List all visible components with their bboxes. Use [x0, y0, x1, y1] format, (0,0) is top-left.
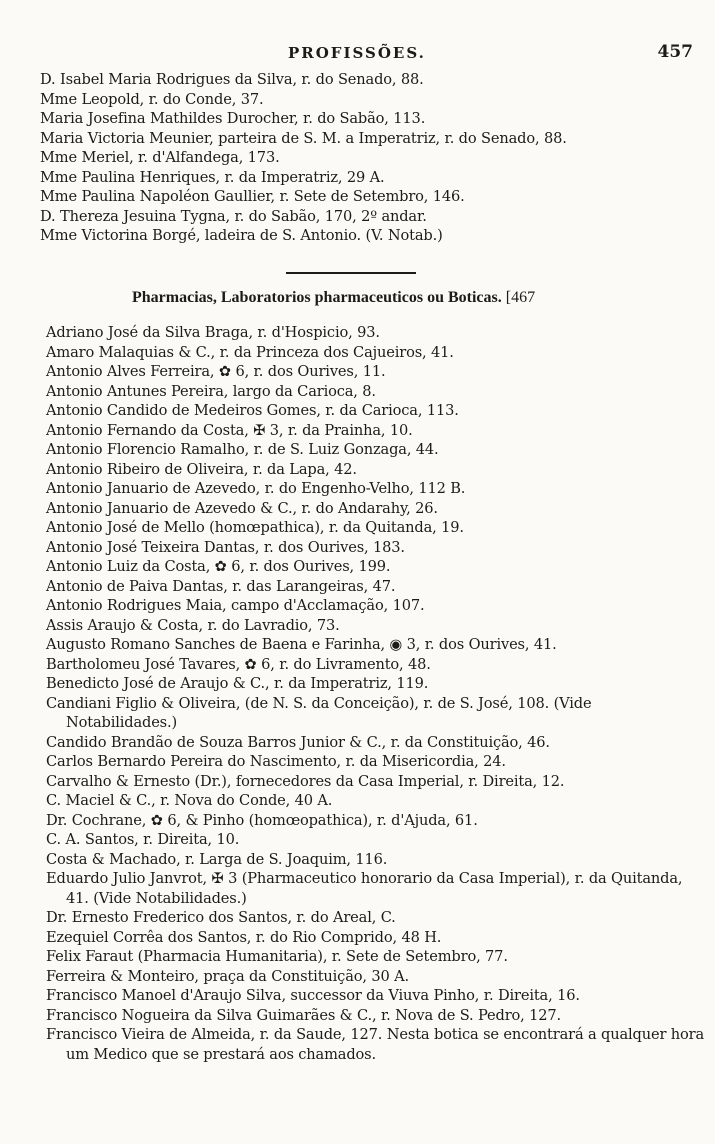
list-item: Mme Victorina Borgé, ladeira de S. Antonio. (V. Notab.)	[40, 227, 443, 244]
list-item: Maria Victoria Meunier, parteira de S. M. a Imperatriz, r. do Senado, 88.	[40, 129, 567, 147]
list-item: Antonio Luiz da Costa, ✿ 6, r. dos Ourives, 199.	[46, 558, 391, 575]
list-item: Amaro Malaquias & C., r. da Princeza dos Cajueiros, 41.	[46, 343, 454, 361]
list-item: Antonio Florencio Ramalho, r. de S. Luiz Gonzaga, 44.	[46, 441, 439, 458]
list-item: Carlos Bernardo Pereira do Nascimento, r. da Misericordia, 24.	[46, 753, 506, 770]
list-item: Antonio José de Mello (homœpathica), r. da Quitanda, 19.	[46, 519, 464, 536]
section-heading	[132, 289, 535, 307]
section-heading-text: Pharmacias, Laboratorios pharmaceuticos ou Boticas.	[132, 289, 502, 306]
list-item: Dr. Cochrane, ✿ 6, & Pinho (homœopathica), r. d'Ajuda, 61.	[46, 811, 478, 829]
list-item: D. Isabel Maria Rodrigues da Silva, r. do Senado, 88.	[40, 71, 424, 88]
list-item: Antonio Fernando da Costa, ✠ 3, r. da Prainha, 10.	[46, 421, 413, 439]
list-item: Carvalho & Ernesto (Dr.), fornecedores da Casa Imperial, r. Direita, 12.	[46, 772, 565, 790]
list-item: Francisco Vieira de Almeida, r. da Saude, 127. Nesta botica se encontrará a qualquer hora um Medico que se prestará aos chamados.	[46, 1026, 705, 1063]
list-item: Mme Paulina Napoléon Gaullier, r. Sete de Setembro, 146.	[40, 188, 465, 205]
list-item: Assis Araujo & Costa, r. do Lavradio, 73.	[46, 616, 340, 634]
list-item: Antonio Candido de Medeiros Gomes, r. da Carioca, 113.	[46, 402, 459, 419]
list-item: Maria Josefina Mathildes Durocher, r. do Sabão, 113.	[40, 110, 426, 127]
list-item: Felix Faraut (Pharmacia Humanitaria), r. Sete de Setembro, 77.	[46, 948, 508, 965]
list-item: Mme Meriel, r. d'Alfandega, 173.	[40, 149, 280, 166]
page-number: 457	[657, 42, 693, 62]
list-item: Antonio Antunes Pereira, largo da Carioca, 8.	[46, 382, 376, 400]
section-count: [467	[505, 289, 536, 306]
list-item: Eduardo Julio Janvrot, ✠ 3 (Pharmaceutico honorario da Casa Imperial), r. da Quitanda, 41. (Vide Notabilidades.)	[46, 870, 683, 907]
page-header	[0, 44, 715, 68]
list-item: Francisco Nogueira da Silva Guimarães & C., r. Nova de S. Pedro, 127.	[46, 1006, 562, 1024]
list-item: Candido Brandão de Souza Barros Junior & C., r. da Constituição, 46.	[46, 733, 550, 751]
section-divider	[286, 272, 416, 274]
list-item: Antonio de Paiva Dantas, r. das Larangeiras, 47.	[46, 577, 396, 595]
list-item: Ezequiel Corrêa dos Santos, r. do Rio Comprido, 48 H.	[46, 928, 442, 946]
list-item: Mme Paulina Henriques, r. da Imperatriz, 29 A.	[40, 168, 385, 186]
list-item: Ferreira & Monteiro, praça da Constituição, 30 A.	[46, 967, 409, 985]
list-item: Francisco Manoel d'Araujo Silva, successor da Viuva Pinho, r. Direita, 16.	[46, 987, 580, 1004]
list-item: Bartholomeu José Tavares, ✿ 6, r. do Livramento, 48.	[46, 655, 431, 673]
pharmacies-list	[46, 323, 706, 1064]
list-item: Antonio Januario de Azevedo & C., r. do Andarahy, 26.	[46, 499, 438, 517]
list-item: C. Maciel & C., r. Nova do Conde, 40 A.	[46, 792, 333, 809]
midwives-list	[40, 70, 705, 246]
list-item: Antonio Ribeiro de Oliveira, r. da Lapa, 42.	[46, 460, 357, 478]
list-item: Candiani Figlio & Oliveira, (de N. S. da Conceição), r. de S. José, 108. (Vide Notabilidades.)	[46, 694, 592, 731]
list-item: Benedicto José de Araujo & C., r. da Imperatriz, 119.	[46, 675, 429, 692]
list-item: Augusto Romano Sanches de Baena e Farinha, ◉ 3, r. dos Ourives, 41.	[46, 636, 557, 653]
list-item: Antonio Rodrigues Maia, campo d'Acclamação, 107.	[46, 597, 425, 614]
list-item: Antonio José Teixeira Dantas, r. dos Ourives, 183.	[46, 538, 405, 556]
list-item: Antonio Januario de Azevedo, r. do Engenho-Velho, 112 B.	[46, 480, 466, 497]
list-item: Antonio Alves Ferreira, ✿ 6, r. dos Ourives, 11.	[46, 363, 386, 380]
list-item: Dr. Ernesto Frederico dos Santos, r. do Areal, C.	[46, 909, 396, 926]
list-item: Adriano José da Silva Braga, r. d'Hospicio, 93.	[46, 324, 380, 341]
list-item: Mme Leopold, r. do Conde, 37.	[40, 90, 264, 108]
list-item: C. A. Santos, r. Direita, 10.	[46, 831, 240, 848]
list-item: Costa & Machado, r. Larga de S. Joaquim, 116.	[46, 850, 388, 868]
page-title: PROFISSÕES.	[288, 44, 426, 62]
list-item: D. Thereza Jesuina Tygna, r. do Sabão, 170, 2º andar.	[40, 207, 427, 225]
